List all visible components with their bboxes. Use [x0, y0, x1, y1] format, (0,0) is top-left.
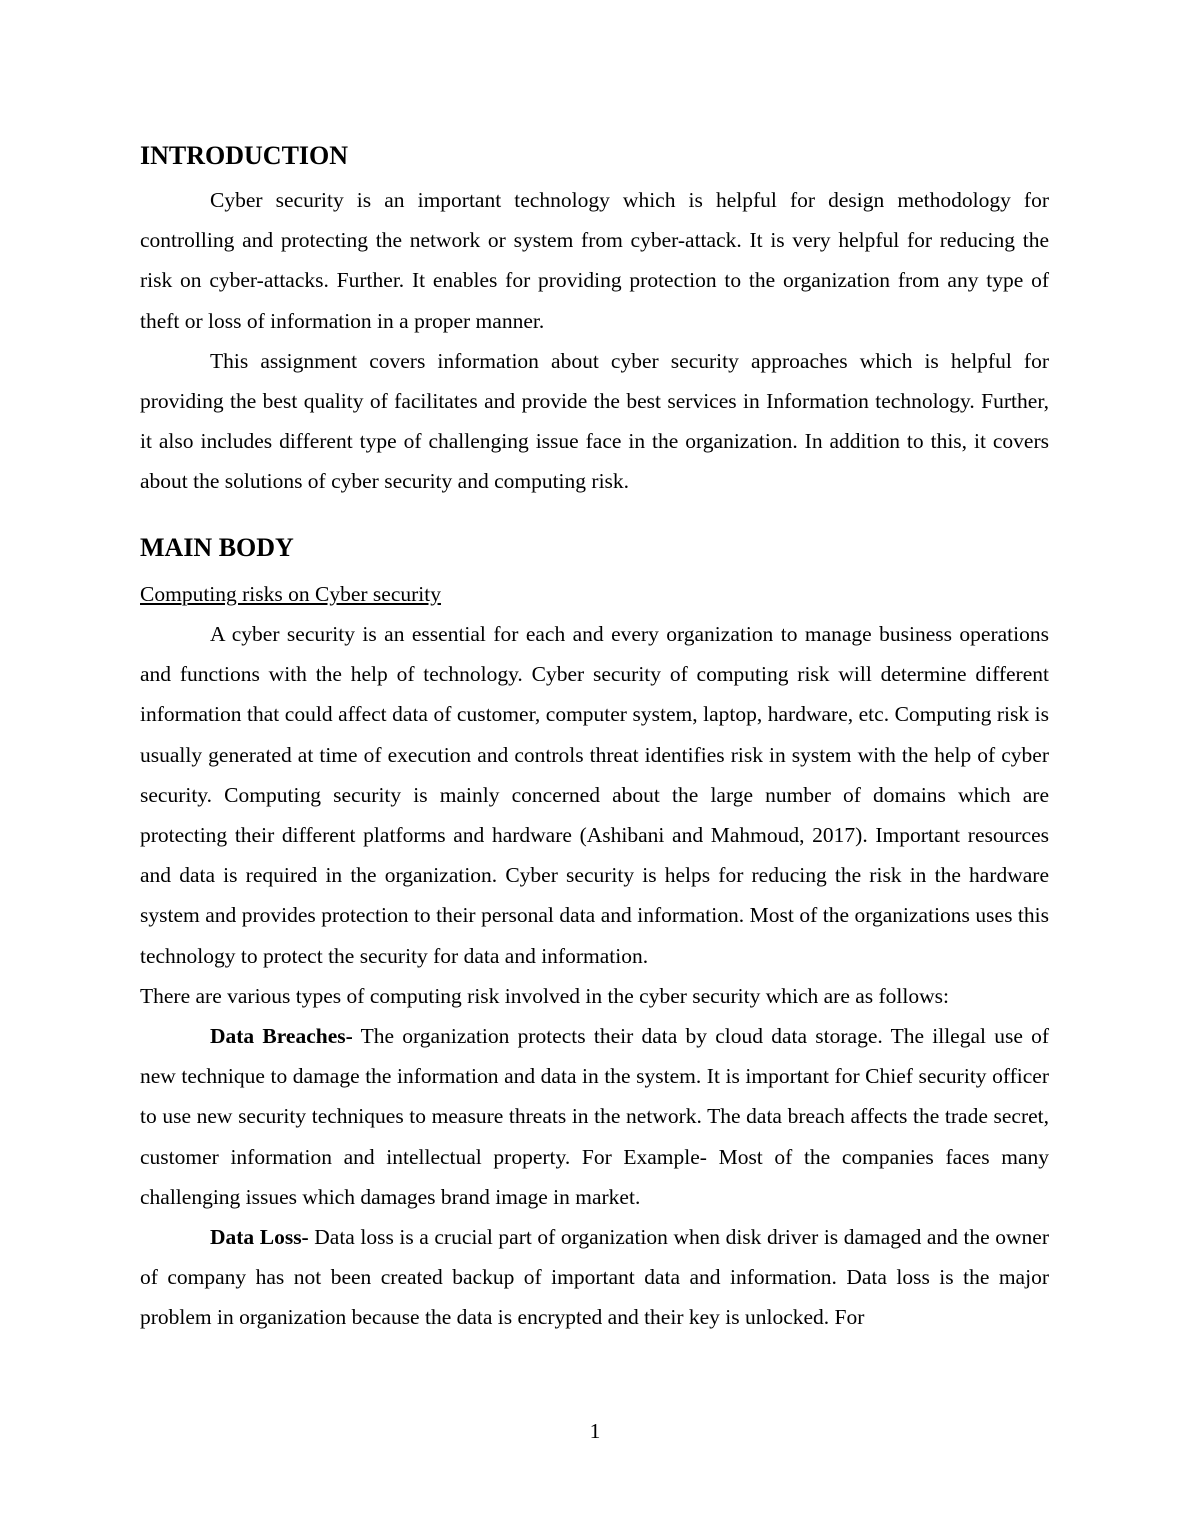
risk-term: Data Breaches-: [210, 1024, 353, 1049]
risk-description: The organization protects their data by cloud data storage. The illegal use of new technique to damage the information and data in the system. It is important for Chief security officer to use new security techniques to measure threats in the network. The data breach affects the trade secret, customer information and intellectual property. For Example- Most of the companies faces many challenging issues which damages brand image in market.: [140, 1024, 1050, 1209]
page-number: 1: [589, 1419, 601, 1443]
risk-item-data-loss: [140, 1217, 1049, 1338]
main-body-section: [140, 614, 1049, 1338]
introduction-heading: INTRODUCTION: [140, 141, 349, 170]
risk-list-intro: There are various types of computing risk involved in the cyber security which are as follows:: [140, 983, 950, 1008]
introduction-paragraph: Cyber security is an important technology which is helpful for design methodology for controlling and protecting the network or system from cyber-attack. It is very helpful for reducing the risk on cyber-attacks. Further. It enables for providing protection to the organization from any type of theft or loss of information in a proper manner.: [140, 188, 1049, 333]
risk-term: Data Loss-: [210, 1225, 309, 1250]
introduction-section: [140, 180, 1049, 502]
risk-item-data-breaches: [140, 1016, 1049, 1217]
risk-description: Data loss is a crucial part of organization when disk driver is damaged and the owner of company has not been created backup of important data and information. Data loss is the major problem in organization because the data is encrypted and their key is unlocked. For: [140, 1225, 1049, 1330]
main-body-heading: MAIN BODY: [140, 533, 294, 562]
main-body-paragraph: A cyber security is an essential for each and every organization to manage business operations and functions with the help of technology. Cyber security of computing risk will determine different information that could affect data of customer, computer system, laptop, hardware, etc. Computing risk is usually generated at time of execution and controls threat identifies risk in system with the help of cyber security. Computing security is mainly concerned about the large number of domains which are protecting their different platforms and hardware (Ashibani and Mahmoud, 2017). Important resources and data is required in the organization. Cyber security is helps for reducing the risk in the hardware system and provides protection to their personal data and information. Most of the organizations uses this technology to protect the security for data and information.: [140, 622, 1049, 968]
introduction-paragraph: This assignment covers information about cyber security approaches which is helpful for providing the best quality of facilitates and provide the best services in Information technology. Further, it also includes different type of challenging issue face in the organization. In addition to this, it covers about the solutions of cyber security and computing risk.: [140, 348, 1049, 494]
section-subheading: Computing risks on Cyber security: [140, 582, 441, 606]
